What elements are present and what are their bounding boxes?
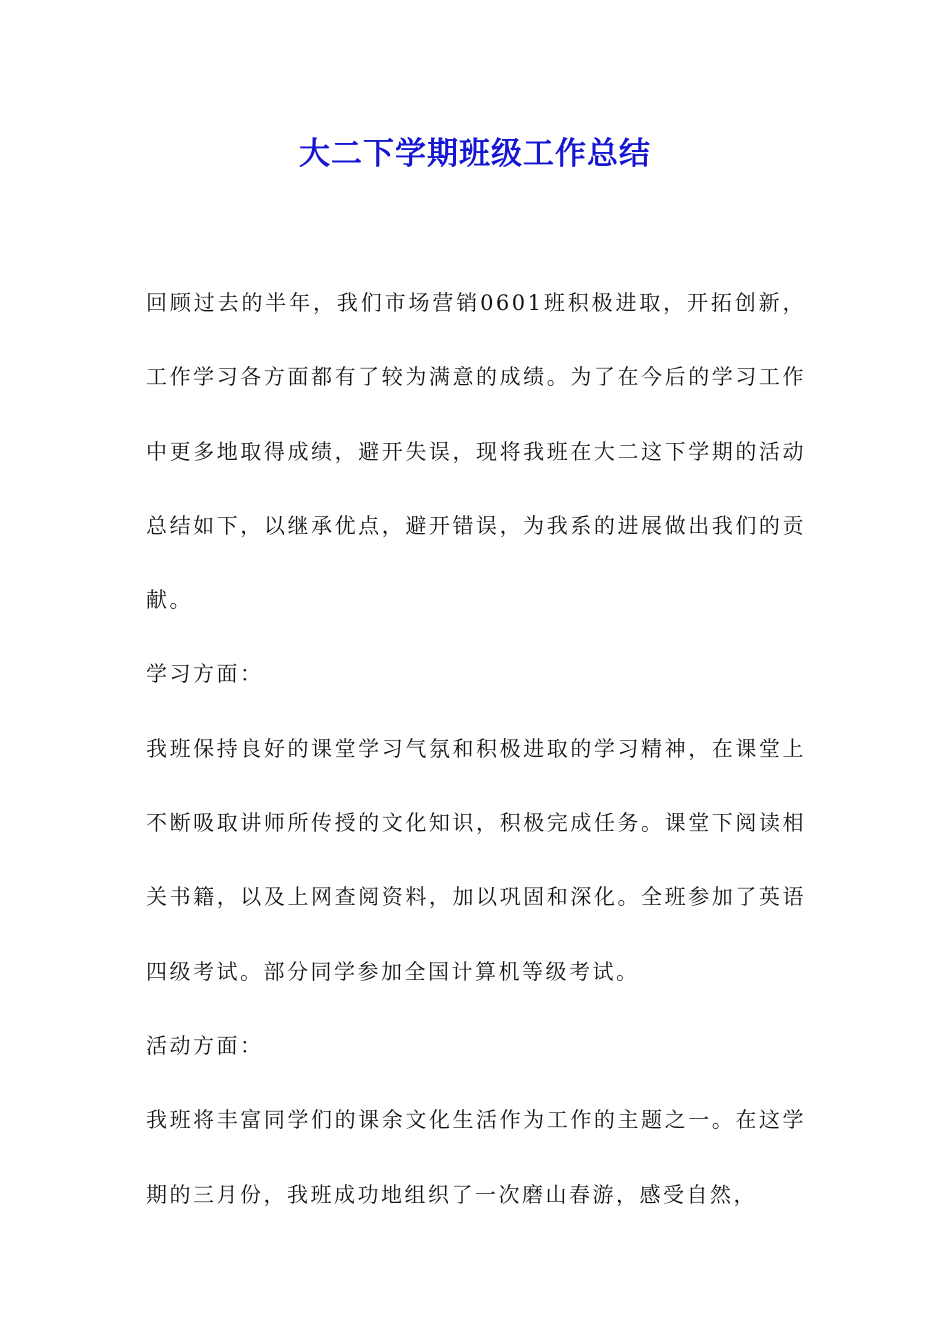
paragraph-study: 我班保持良好的课堂学习气氛和积极进取的学习精神，在课堂上不断吸取讲师所传授的文化知识，积极完成任务。课堂下阅读相关书籍，以及上网查阅资料，加以巩固和深化。全班参加了英语四级考试。部分同学参加全国计算机等级考试。 <box>146 736 806 984</box>
document-body <box>146 266 806 1232</box>
paragraph-intro: 回顾过去的半年，我们市场营销0601班积极进取，开拓创新，工作学习各方面都有了较为满意的成绩。为了在今后的学习工作中更多地取得成绩，避开失误，现将我班在大二这下学期的活动总结如下，以继承优点，避开错误，为我系的进展做出我们的贡献。 <box>146 291 806 613</box>
section-heading-study: 学习方面： <box>146 662 264 687</box>
paragraph-activities: 我班将丰富同学们的课余文化生活作为工作的主题之一。在这学期的三月份，我班成功地组织了一次磨山春游，感受自然， <box>146 1108 806 1207</box>
section-heading-activities: 活动方面： <box>146 1033 264 1058</box>
document-title: 大二下学期班级工作总结 <box>299 136 651 172</box>
